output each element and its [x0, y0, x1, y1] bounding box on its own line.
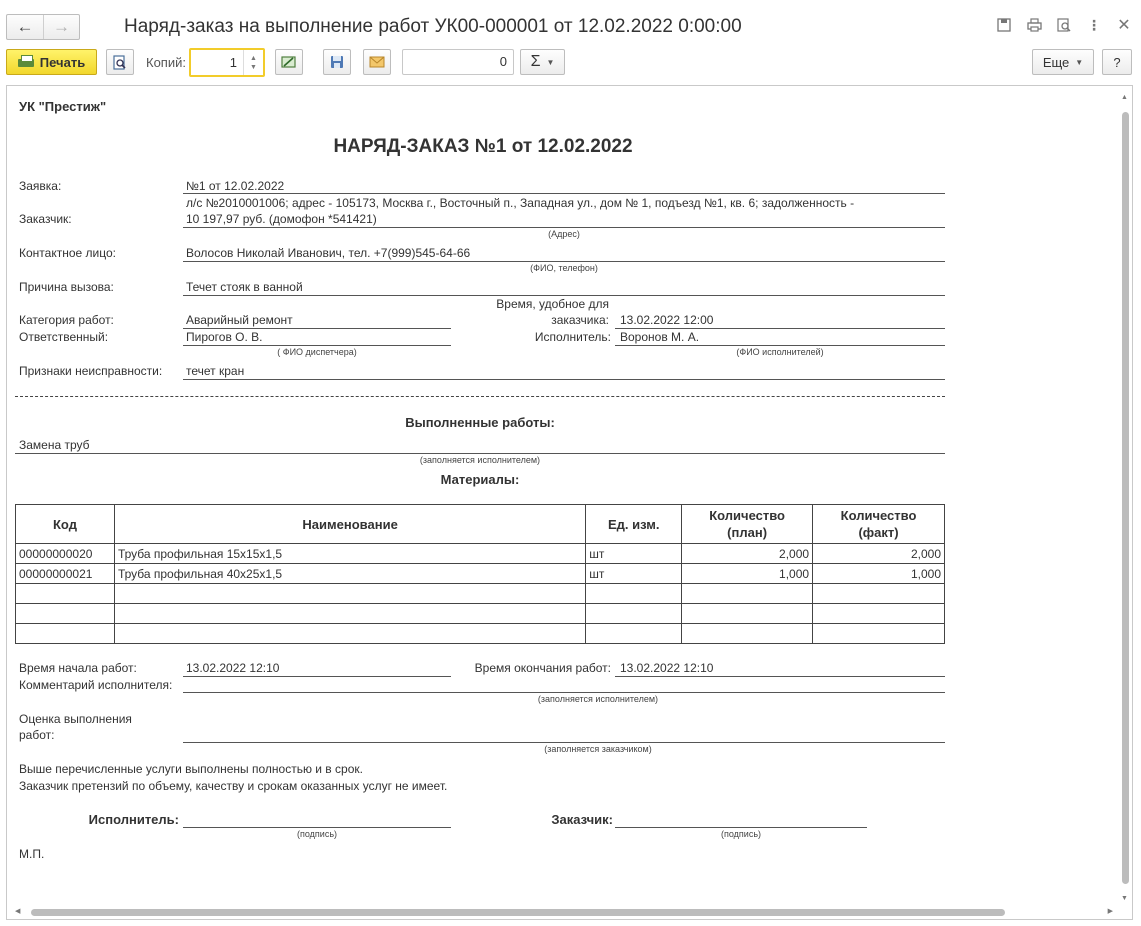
customer-signature-label: Заказчик: — [551, 812, 613, 827]
table-header-row — [16, 505, 945, 544]
sigma-icon: Σ — [530, 53, 541, 70]
start-time-label: Время начала работ: — [19, 661, 137, 675]
cell-unit: шт — [586, 564, 682, 584]
table-row — [16, 544, 945, 564]
symptoms-value: течет кран — [186, 364, 245, 378]
scroll-up-icon[interactable]: ▲ — [1121, 94, 1128, 101]
convenient-time-underline — [615, 328, 945, 329]
dispatcher-hint: ( ФИО диспетчера) — [277, 347, 357, 357]
cell-unit — [586, 604, 682, 624]
spin-up-icon[interactable]: ▲ — [250, 54, 257, 62]
responsible-underline — [183, 345, 451, 346]
materials-title: Материалы: — [440, 472, 520, 487]
window-controls — [995, 16, 1133, 34]
print-button[interactable] — [6, 49, 97, 75]
comment-underline — [183, 692, 945, 693]
request-underline — [183, 193, 945, 194]
request-value: №1 от 12.02.2022 — [186, 179, 285, 193]
works-hint: (заполняется исполнителем) — [419, 455, 541, 465]
document-heading: НАРЯД-ЗАКАЗ №1 от 12.02.2022 — [333, 136, 633, 157]
materials-table — [15, 504, 945, 644]
dropdown-arrow-icon: ▼ — [546, 57, 555, 67]
more-vertical-icon[interactable]: ⋮ — [1087, 16, 1101, 33]
copies-value: 1 — [229, 55, 237, 70]
rating-hint: (заполняется заказчиком) — [544, 744, 652, 754]
save-file-button[interactable] — [323, 49, 351, 75]
print-button-label: Печать — [39, 54, 86, 70]
executors-hint: (ФИО исполнителей) — [736, 347, 824, 357]
works-value: Замена труб — [19, 438, 90, 452]
cell-qty-plan — [682, 604, 813, 624]
cell-name — [114, 624, 585, 644]
close-icon[interactable]: ✕ — [1117, 17, 1131, 34]
start-time-underline — [183, 676, 451, 677]
cell-code: 00000000021 — [16, 564, 115, 584]
symptoms-label: Признаки неисправности: — [19, 364, 163, 378]
title-bar — [0, 0, 1141, 44]
cell-qty-plan — [682, 624, 813, 644]
qty-fact-header-line-2: (факт) — [858, 525, 899, 540]
address-hint: (Адрес) — [548, 229, 580, 239]
floppy-icon — [330, 55, 344, 69]
start-time-value: 13.02.2022 12:10 — [186, 661, 280, 675]
table-row — [16, 624, 945, 644]
edit-document-icon — [281, 55, 297, 69]
cell-name — [114, 604, 585, 624]
arrow-right-icon: → — [53, 17, 70, 36]
save-icon[interactable] — [995, 16, 1013, 34]
document-frame — [6, 85, 1133, 920]
works-title: Выполненные работы: — [405, 415, 555, 430]
cell-code — [16, 584, 115, 604]
arrow-left-icon: ← — [16, 17, 34, 36]
more-button-label: Еще — [1042, 54, 1070, 70]
statement-line-1: Выше перечисленные услуги выполнены полностью и в срок. — [19, 762, 363, 776]
horizontal-scrollbar[interactable] — [13, 907, 1113, 917]
reason-label: Причина вызова: — [19, 280, 114, 294]
navigation-buttons — [6, 14, 80, 40]
column-header-qty-plan — [682, 505, 813, 544]
executor-signature-label: Исполнитель: — [88, 812, 179, 827]
customer-value-line-2: 10 197,97 руб. (домофон *541421) — [186, 212, 377, 226]
end-time-label: Время окончания работ: — [474, 661, 611, 675]
qty-plan-header-line-2: (план) — [727, 525, 768, 540]
table-row — [16, 584, 945, 604]
executor-signature-line — [183, 827, 451, 828]
cell-qty-plan: 2,000 — [682, 544, 813, 564]
category-underline — [183, 328, 451, 329]
vertical-scrollbar[interactable] — [1120, 90, 1130, 902]
customer-underline — [183, 227, 945, 228]
stamp-place: М.П. — [19, 847, 45, 861]
works-underline — [15, 453, 945, 454]
cell-qty-plan — [682, 584, 813, 604]
reason-value: Течет стояк в ванной — [186, 280, 303, 294]
dropdown-arrow-icon: ▼ — [1075, 57, 1084, 67]
contact-underline — [183, 261, 945, 262]
horizontal-scroll-thumb[interactable] — [31, 909, 1005, 916]
qty-plan-header-line-1: Количество — [709, 508, 785, 523]
cell-unit: шт — [586, 544, 682, 564]
window-title: Наряд-заказ на выполнение работ УК00-000001 от 12.02.2022 0:00:00 — [124, 16, 742, 37]
cell-qty-fact — [813, 584, 945, 604]
dotted-separator — [15, 396, 945, 397]
request-label: Заявка: — [19, 179, 62, 193]
category-label: Категория работ: — [19, 313, 114, 327]
column-header-unit: Ед. изм. — [586, 505, 682, 544]
executor-value: Воронов М. А. — [620, 330, 700, 344]
rating-label-line-2: работ: — [19, 728, 55, 742]
contact-label: Контактное лицо: — [19, 246, 116, 260]
help-button[interactable] — [1102, 49, 1132, 75]
convenient-time-label-1: Время, удобное для — [496, 297, 609, 311]
statement-line-2: Заказчик претензий по объему, качеству и срокам оказанных услуг не имеет. — [19, 779, 448, 793]
cell-qty-fact — [813, 624, 945, 644]
back-button[interactable] — [7, 15, 43, 39]
sum-button[interactable] — [520, 49, 565, 75]
responsible-label: Ответственный: — [19, 330, 109, 344]
copies-label: Копий: — [146, 55, 186, 70]
cell-qty-fact: 1,000 — [813, 564, 945, 584]
vertical-scroll-thumb[interactable] — [1122, 112, 1129, 884]
cell-name — [114, 584, 585, 604]
cell-code — [16, 624, 115, 644]
executor-label: Исполнитель: — [534, 330, 611, 344]
qty-fact-header-line-1: Количество — [840, 508, 917, 523]
cell-unit — [586, 624, 682, 644]
symptoms-underline — [183, 379, 945, 380]
copies-input[interactable] — [189, 48, 265, 77]
cell-unit — [586, 584, 682, 604]
scroll-right-icon[interactable]: ▶ — [1107, 908, 1113, 915]
executor-signature-hint: (подпись) — [296, 829, 338, 839]
spin-down-icon[interactable]: ▼ — [250, 63, 257, 71]
scroll-left-icon[interactable]: ◀ — [15, 908, 21, 915]
convenient-time-label-2: заказчика: — [551, 313, 609, 327]
toolbar — [0, 48, 1141, 78]
rating-label-line-1: Оценка выполнения — [19, 712, 132, 726]
column-header-code: Код — [16, 505, 115, 544]
customer-signature-hint: (подпись) — [720, 829, 762, 839]
rating-underline — [183, 742, 945, 743]
comment-label: Комментарий исполнителя: — [19, 678, 173, 692]
preview-icon[interactable] — [1055, 16, 1073, 34]
reason-underline — [183, 295, 945, 296]
cell-qty-fact — [813, 604, 945, 624]
customer-value-line-1: л/с №2010001006; адрес - 105173, Москва г., Восточный п., Западная ул., дом № 1, подъезд №1, кв. 6; задолженность - — [186, 196, 855, 210]
send-email-button[interactable] — [363, 49, 391, 75]
cell-name: Труба профильная 40х25х1,5 — [114, 564, 585, 584]
responsible-value: Пирогов О. В. — [186, 330, 263, 344]
column-header-qty-fact — [813, 505, 945, 544]
customer-signature-line — [615, 827, 867, 828]
print-icon[interactable] — [1025, 16, 1043, 34]
cell-qty-fact: 2,000 — [813, 544, 945, 564]
cell-code — [16, 604, 115, 624]
printer-icon — [18, 55, 34, 69]
edit-button[interactable] — [275, 49, 303, 75]
preview-button[interactable] — [106, 49, 134, 75]
end-time-underline — [615, 676, 945, 677]
convenient-time-value: 13.02.2022 12:00 — [620, 313, 714, 327]
category-value: Аварийный ремонт — [186, 313, 293, 327]
contact-hint: (ФИО, телефон) — [530, 263, 598, 273]
cell-name: Труба профильная 15х15х1,5 — [114, 544, 585, 564]
end-time-value: 13.02.2022 12:10 — [620, 661, 714, 675]
column-header-name: Наименование — [114, 505, 585, 544]
help-button-label: ? — [1113, 54, 1121, 70]
cell-code: 00000000020 — [16, 544, 115, 564]
customer-label: Заказчик: — [19, 212, 72, 226]
envelope-icon — [369, 56, 385, 68]
cell-qty-plan: 1,000 — [682, 564, 813, 584]
table-row — [16, 564, 945, 584]
contact-value: Волосов Николай Иванович, тел. +7(999)545-64-66 — [186, 246, 471, 260]
comment-hint: (заполняется исполнителем) — [537, 694, 659, 704]
table-row — [16, 604, 945, 624]
preview-icon — [113, 55, 127, 70]
more-button[interactable] — [1032, 49, 1094, 75]
scroll-down-icon[interactable]: ▼ — [1121, 895, 1128, 902]
executor-underline — [615, 345, 945, 346]
organization-name: УК "Престиж" — [19, 99, 107, 114]
copies-spinner[interactable] — [243, 50, 263, 75]
sum-field[interactable]: 0 — [402, 49, 514, 75]
forward-button[interactable] — [43, 15, 79, 39]
